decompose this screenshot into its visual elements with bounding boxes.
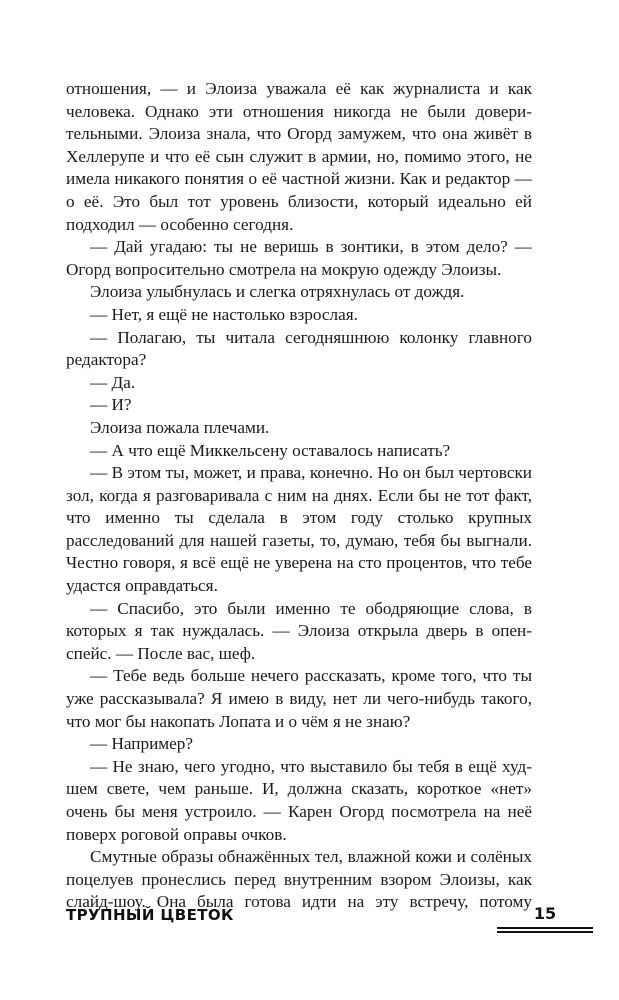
paragraph: — Нет, я ещё не настолько взрослая. <box>90 304 358 324</box>
footer-rule-top <box>497 927 593 929</box>
paragraph: отношения, — и Элоиза уважала её как журналиста и как человека. Однако эти отношения никогда не были доверительными. Элоиза знала, что Огорд замужем, что она живёт в Хеллерупе и что её сын служит в армии, но, помимо этого, не имела никакого понятия о её частной жизни. Как и редактор — о её. Это был тот уровень близости, который идеально ей подходил — особенно сегодня. <box>66 79 532 234</box>
paragraph: — Не знаю, чего угодно, что выставило бы тебя в ещё худшем свете, чем раньше. И, должна сказать, короткое «нет» очень бы меня устроило. — Карен Огорд посмотрела на неё поверх роговой оправы очков. <box>66 756 532 844</box>
footer-rule-bottom <box>497 931 593 933</box>
page-text <box>66 78 532 914</box>
paragraph: — В этом ты, может, и права, конечно. Но он был чертовски зол, когда я разговаривала с ним на днях. Если бы не тот факт, что именно ты сделала в этом году столько крупных расследований для нашей газеты, то, думаю, тебя бы выгнали. Честно говоря, я всё ещё не уверена на сто процентов, что тебе удастся оправдаться. <box>66 463 532 596</box>
paragraph: — А что ещё Миккельсену оставалось написать? <box>90 440 451 460</box>
paragraph: Смутные образы обнажённых тел, влажной кожи и солёных поцелуев пронеслись перед внутренним взором Элоизы, как слайд-шоу. Она была готова идти на эту встречу, потому <box>66 847 532 912</box>
page-number: 15 <box>533 904 557 923</box>
paragraph: — Да. <box>90 372 136 392</box>
paragraph: — Тебе ведь больше нечего рассказать, кроме того, что ты уже рассказывала? Я имею в виду, нет ли чего-нибудь такого, что мог бы накопать Лопата и о чём я не знаю? <box>66 666 532 731</box>
paragraph: Элоиза улыбнулась и слегка отряхнулась от дождя. <box>90 282 465 302</box>
paragraph: — Дай угадаю: ты не веришь в зонтики, в этом дело? — Огорд вопросительно смотрела на мокрую одежду Элоизы. <box>66 237 532 279</box>
paragraph: — Спасибо, это были именно те ободряющие слова, в которых я так нуждалась. — Элоиза открыла дверь в опенспейс. — После вас, шеф. <box>66 598 532 663</box>
running-footer-title: ТРУПНЫЙ ЦВЕТОК <box>66 906 234 924</box>
paragraph: — Полагаю, ты читала сегодняшнюю колонку главного редактора? <box>66 327 532 370</box>
paragraph: — Например? <box>90 734 194 754</box>
paragraph: — И? <box>90 395 132 415</box>
paragraph: Элоиза пожала плечами. <box>90 417 270 437</box>
